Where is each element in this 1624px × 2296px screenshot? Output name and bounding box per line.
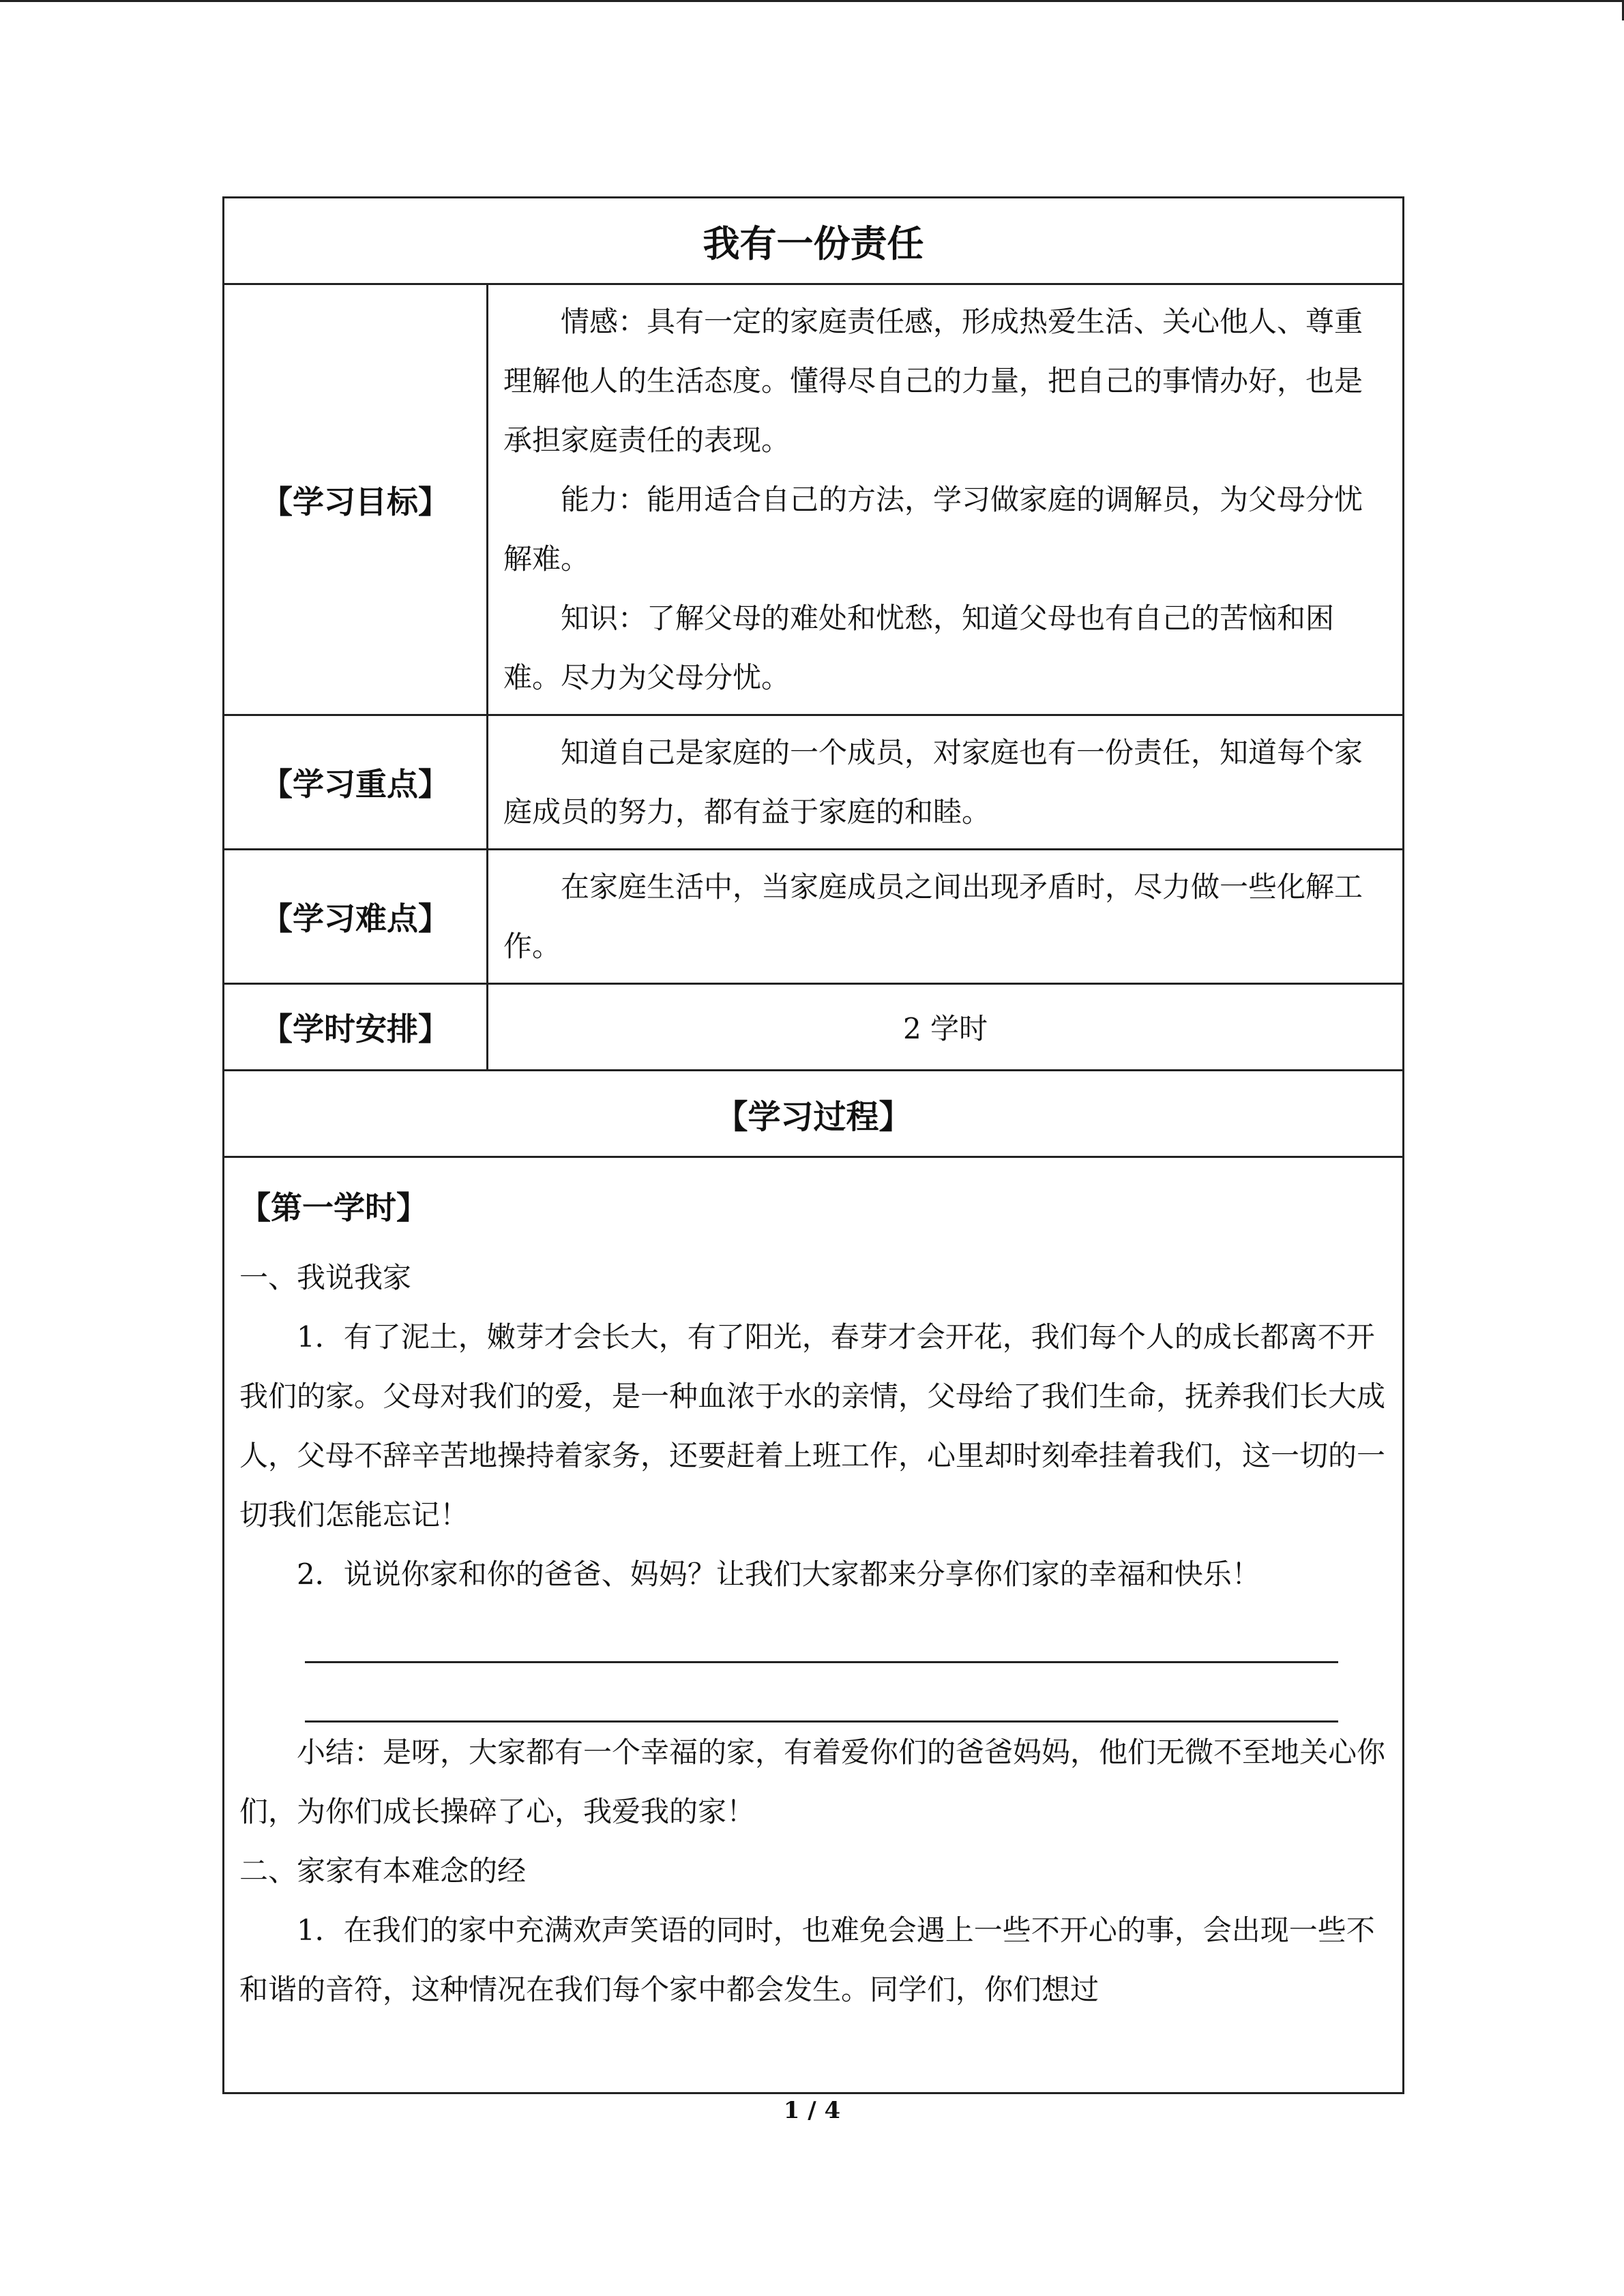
- objective-emotion: 情感：具有一定的家庭责任感，形成热爱生活、关心他人、尊重理解他人的生活态度。懂得尽自己的力量，把自己的事情办好，也是承担家庭责任的表现。: [503, 305, 1363, 457]
- section2-title: 二、家家有本难念的经: [239, 1854, 527, 1888]
- schedule-row: [224, 984, 1404, 1071]
- objective-knowledge: 知识：了解父母的难处和忧愁，知道父母也有自己的苦恼和困难。尽力为父母分忧。: [503, 601, 1335, 694]
- process-heading: 【学习过程】: [224, 1071, 1404, 1157]
- objective-ability: 能力：能用适合自己的方法，学习做家庭的调解员，为父母分忧解难。: [503, 483, 1363, 576]
- summary-text: 小结：是呀，大家都有一个幸福的家，有着爱你们的爸爸妈妈，他们无微不至地关心你们，为你们成长操碎了心，我爱我的家！: [239, 1735, 1386, 1828]
- key-points-label: 【学习重点】: [224, 715, 488, 850]
- answer-line[interactable]: [305, 1663, 1338, 1723]
- lesson-plan-table: [222, 196, 1404, 2094]
- key-points-text: 知道自己是家庭的一个成员，对家庭也有一份责任，知道每个家庭成员的努力，都有益于家庭的和睦。: [503, 736, 1363, 829]
- title-row: [224, 198, 1404, 284]
- page-number: 1 / 4: [783, 2097, 841, 2124]
- top-border-line: [0, 0, 1624, 2]
- key-points-content: [488, 715, 1404, 850]
- objectives-content: [488, 284, 1404, 715]
- objectives-row: [224, 284, 1404, 715]
- process-content: [224, 1157, 1404, 2093]
- objectives-label: 【学习目标】: [224, 284, 488, 715]
- document-title: 我有一份责任: [224, 198, 1404, 284]
- section2-item1: 1．在我们的家中充满欢声笑语的同时，也难免会遇上一些不开心的事，会出现一些不和谐的音符，这种情况在我们每个家中都会发生。同学们，你们想过: [239, 1913, 1375, 2006]
- key-points-row: [224, 715, 1404, 850]
- section1-item1: 1．有了泥土，嫩芽才会长大，有了阳光，春芽才会开花，我们每个人的成长都离不开我们的家。父母对我们的爱，是一种血浓于水的亲情，父母给了我们生命，抚养我们长大成人，父母不辞辛苦地操持着家务，还要赶着上班工作，心里却时刻牵挂着我们，这一切的一切我们怎能忘记！: [239, 1320, 1386, 1532]
- schedule-value: 2 学时: [488, 984, 1404, 1071]
- answer-line[interactable]: [305, 1604, 1338, 1663]
- difficulties-text: 在家庭生活中，当家庭成员之间出现矛盾时，尽力做一些化解工作。: [503, 870, 1363, 963]
- process-heading-row: [224, 1071, 1404, 1157]
- process-row: [224, 1157, 1404, 2093]
- schedule-label: 【学时安排】: [224, 984, 488, 1071]
- difficulties-label: 【学习难点】: [224, 850, 488, 984]
- difficulties-content: [488, 850, 1404, 984]
- section1-item2: 2．说说你家和你的爸爸、妈妈？让我们大家都来分享你们家的幸福和快乐！: [297, 1557, 1260, 1591]
- difficulties-row: [224, 850, 1404, 984]
- section1-title: 一、我说我家: [239, 1261, 412, 1294]
- period-title: 【第一学时】: [239, 1189, 428, 1226]
